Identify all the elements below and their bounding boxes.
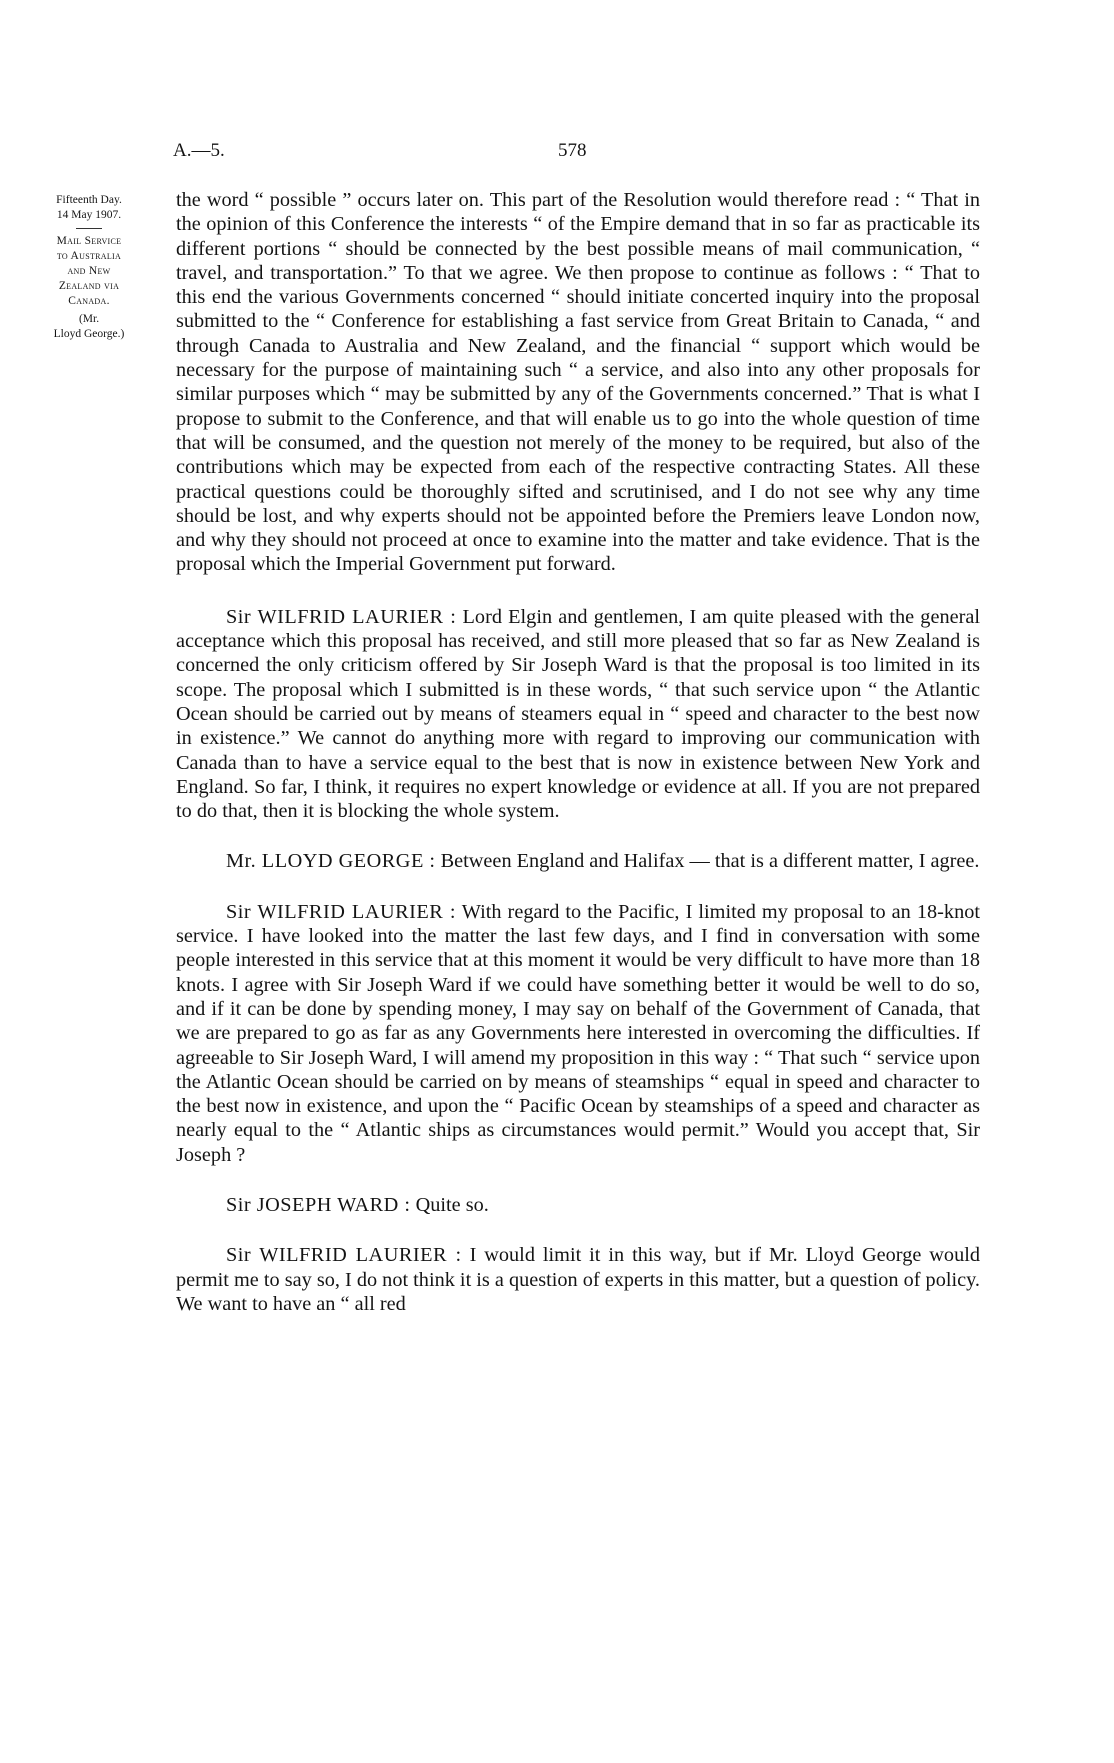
paragraph-text: Lord Elgin and gentlemen, I am quite pleased with the general acceptance which this proposal has received, and still more pleased that so far as New Zealand is concerned the only criticism offered by Sir Joseph Ward is that the proposal is too limited in its scope. The proposal which I submitted is in these words, “ that such service upon “ the Atlantic Ocean should be carried out by means of steamers equal in “ speed and character to the best now in existence.” We cannot do anything more with regard to improving our communication with Canada than to have a service equal to the best that is now in existence between New York and England. So far, I think, it requires no expert knowledge or evidence at all. If you are not prepared to do that, then it is blocking the whole system.: [176, 605, 980, 823]
margin-speaker-line: Lloyd George.): [53, 328, 125, 340]
paragraph-laurier-2: [176, 900, 980, 1167]
margin-divider: [76, 228, 102, 229]
margin-subject-line: Mail Service: [56, 235, 122, 247]
paragraph-text: the word “ possible ” occurs later on. This part of the Resolution would therefore read : “ That in the opinion of this Conference the interests “ of the Empire demand that in so far as practicable its different portions “ should be connected by the best possible means of mail communication, “ travel, and transportation.” To that we agree. We then propose to continue as follows : “ That to this end the various Governments concerned “ should initiate concerted inquiry into the proposal submitted to the “ Conference for establishing a fast service from Great Britain to Canada, “ and through Canada to Australia and New Zealand, and the financial “ support which would be necessary for the purpose of maintaining such “ a service, and also into any other proposals for similar purposes which “ may be submitted by any of the Governments concerned.” That is what I propose to submit to the Conference, and that will enable us to go into the whole question of time that will be consumed, and the question not merely of the money to be required, but also of the contributions which may be expected from each of the respective contracting States. All these practical questions could be thoroughly sifted and scrutinised, and I do not see why any time should be lost, and why experts should not be appointed before the Premiers leave London now, and why they should not proceed at once to examine into the matter and take evidence. That is the proposal which the Imperial Government put forward.: [176, 189, 980, 576]
speaker-name: Sir WILFRID LAURIER :: [226, 900, 457, 923]
margin-date: 14 May 1907.: [56, 209, 122, 221]
paragraph-continuation: [176, 188, 980, 577]
paragraph-text: Quite so.: [415, 1193, 489, 1216]
paragraph-laurier-1: [176, 605, 980, 824]
paragraph-text: Between England and Halifax — that is a different matter, I agree.: [440, 850, 980, 873]
paragraph-ward: [176, 1193, 980, 1217]
margin-notes: [33, 193, 145, 342]
paragraph-text: With regard to the Pacific, I limited my proposal to an 18-knot service. I have looked into the matter the last few days, and I find in conversation with some people interested in this service that at this moment it would be very difficult to have more than 18 knots. I agree with Sir Joseph Ward if we could have something better it would be well to do so, and if it can be done by spending money, I may say on behalf of the Government of Canada, that we are prepared to go as far as any Governments here interested in overcoming the difficulties. If agreeable to Sir Joseph Ward, I will amend my proposition in this way : “ That such “ service upon the Atlantic Ocean should be carried on by means of steamships “ equal in speed and character to the best now in existence, and upon the “ Pacific Ocean by steamships of a speed and character as nearly equal to the “ Atlantic ships as circumstances would permit.” Would you accept that, Sir Joseph ?: [176, 900, 980, 1166]
margin-sitting: Fifteenth Day.: [56, 194, 122, 206]
speaker-name: Mr. LLOYD GEORGE :: [226, 850, 436, 873]
body-text: [176, 188, 980, 1342]
margin-subject-line: Canada.: [68, 295, 110, 307]
paragraph-laurier-3: [176, 1243, 980, 1316]
margin-subject-line: Zealand via: [58, 280, 120, 292]
margin-subject-line: to Australia: [56, 250, 122, 262]
margin-subject-line: and New: [67, 265, 111, 277]
speaker-name: Sir WILFRID LAURIER :: [226, 1244, 462, 1267]
speaker-name: Sir WILFRID LAURIER :: [226, 605, 457, 628]
speaker-name: Sir JOSEPH WARD :: [226, 1193, 411, 1216]
running-head: [0, 140, 1114, 170]
paragraph-text: I would limit it in this way, but if Mr. Lloyd George would permit me to say so, I do not think it is a question of experts in this matter, but a question of policy. We want to have an “ all red: [176, 1244, 980, 1315]
page-number: 578: [558, 140, 587, 161]
paragraph-lloyd-george: [176, 849, 980, 873]
document-reference: A.—5.: [173, 140, 225, 161]
margin-speaker-line: (Mr.: [78, 313, 100, 325]
